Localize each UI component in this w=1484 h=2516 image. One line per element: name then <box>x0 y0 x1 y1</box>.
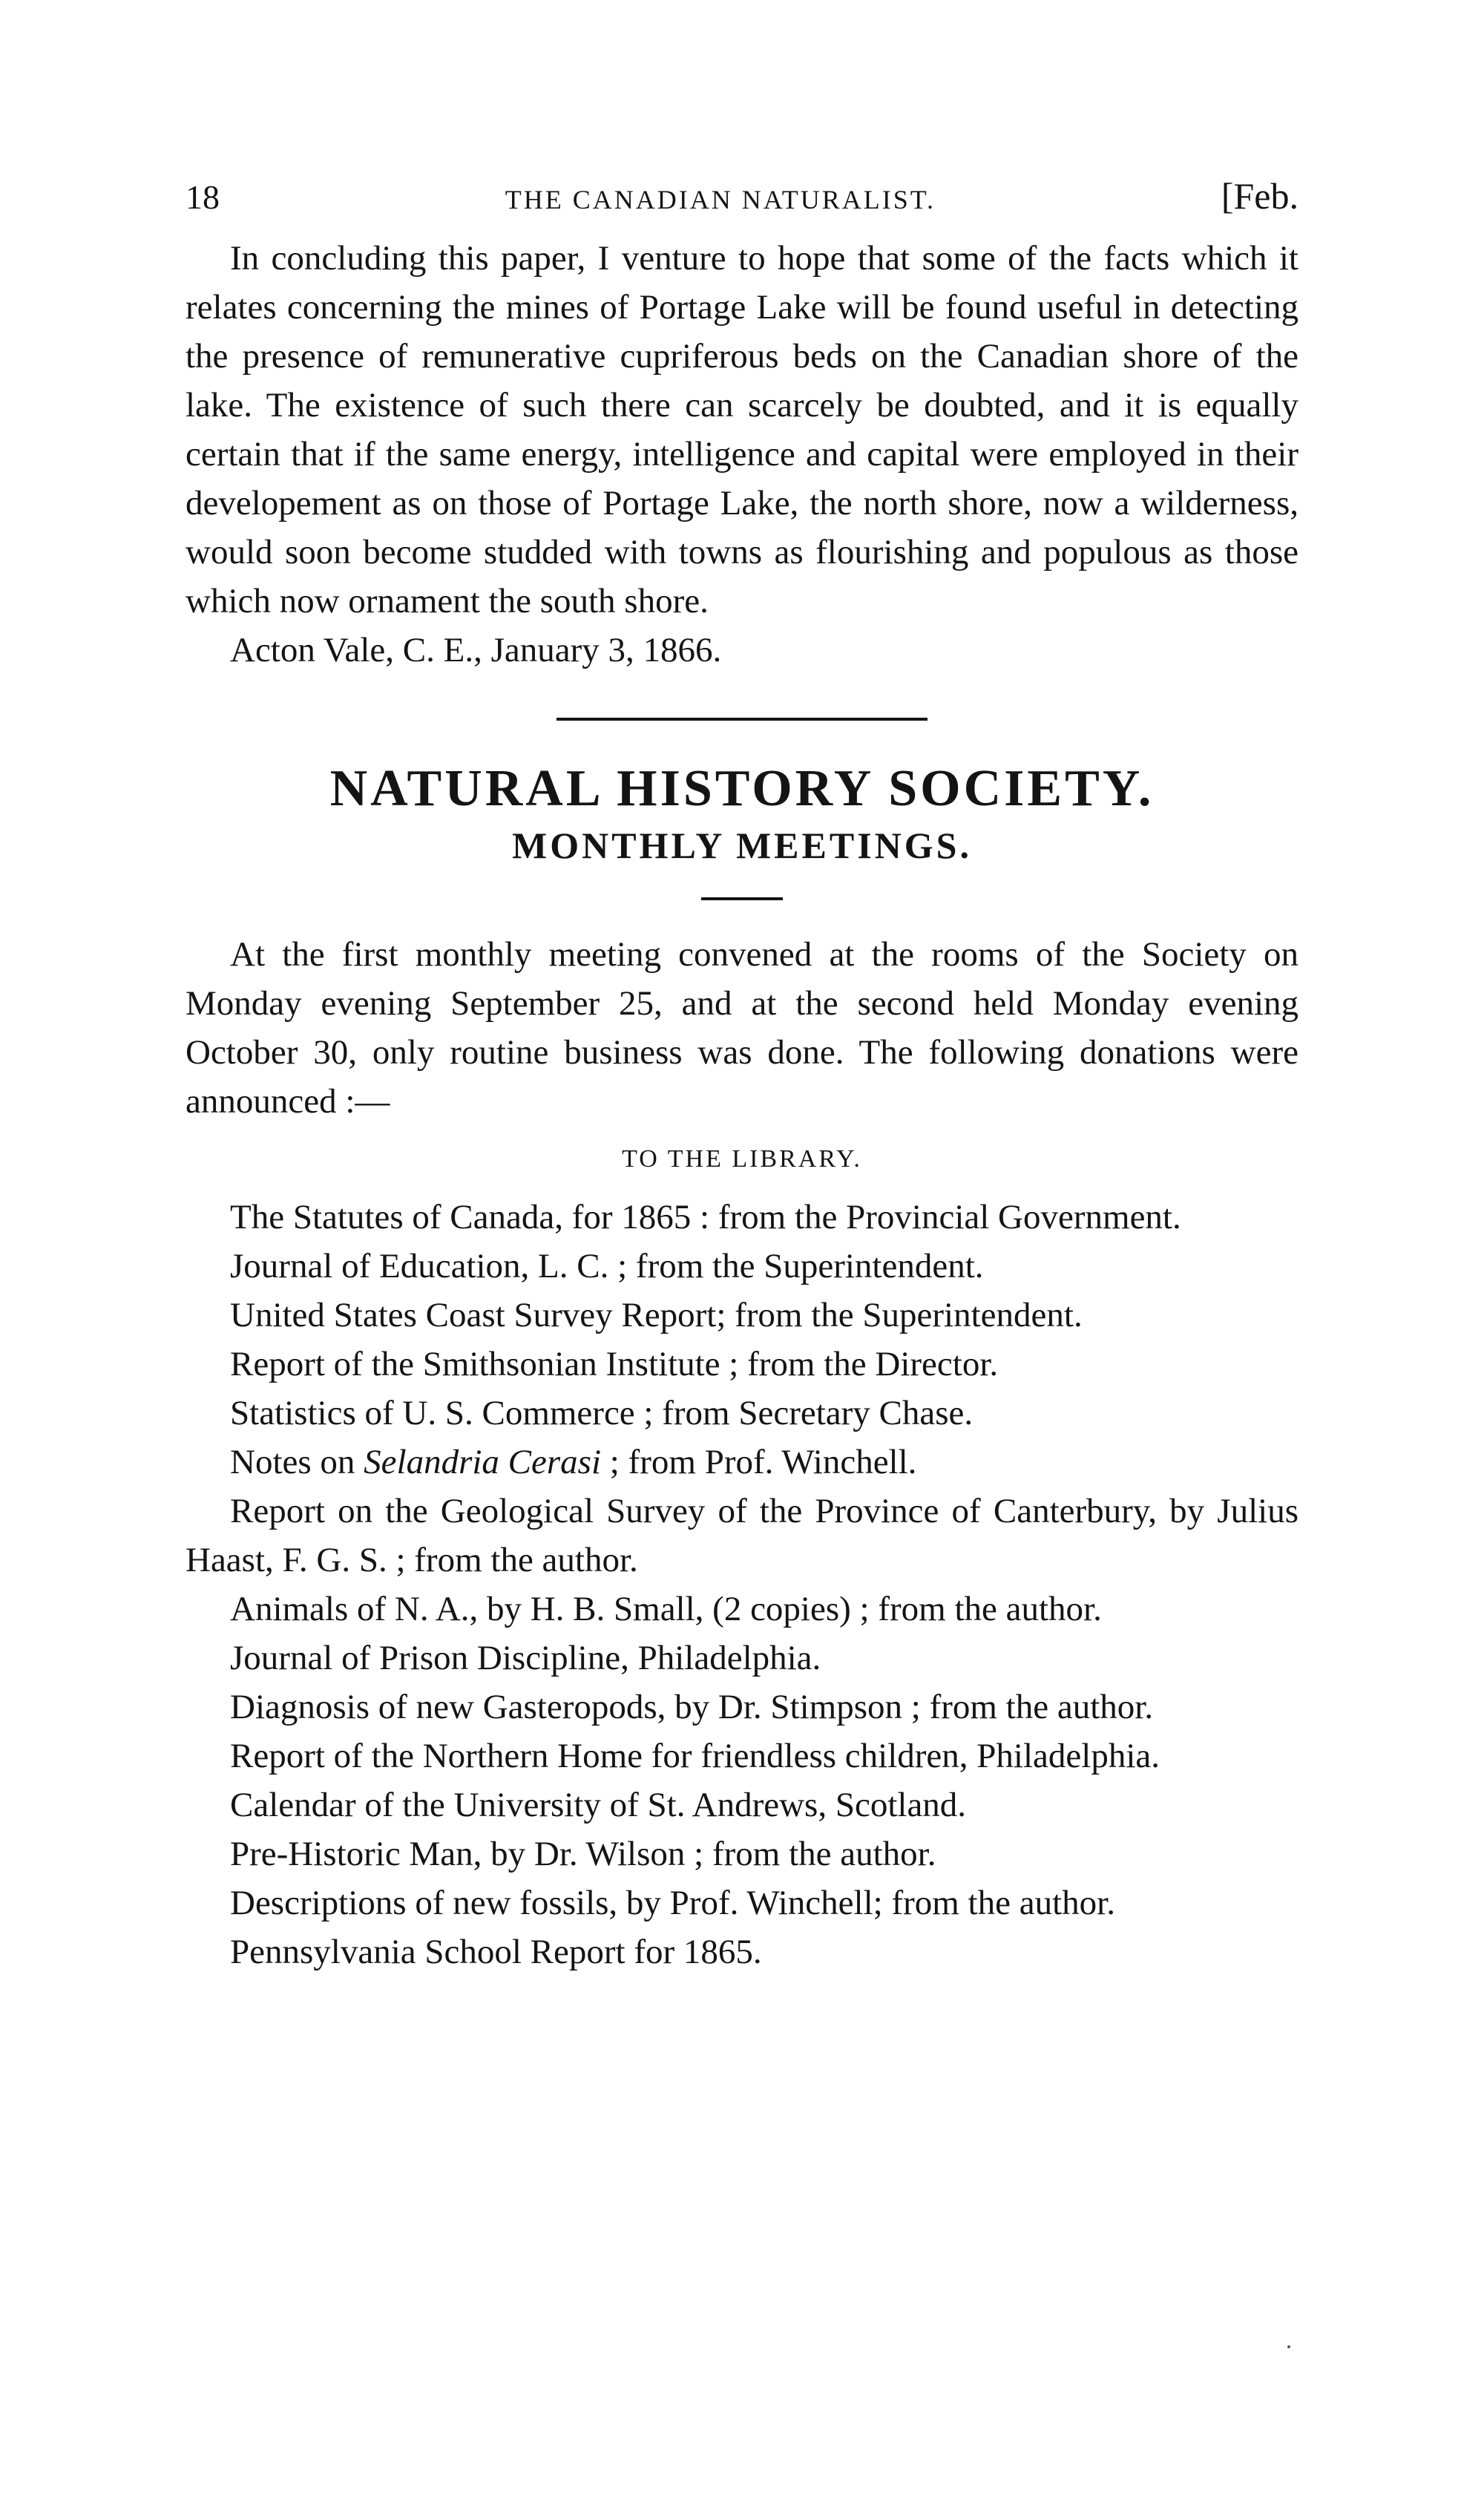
list-item: Journal of Prison Discipline, Philadelphia. <box>230 1639 821 1677</box>
meetings-subtitle: MONTHLY MEETINGS. <box>512 825 972 866</box>
species-name: Selandria Cerasi <box>364 1443 602 1481</box>
journal-title: THE CANADIAN NATURALIST. <box>505 185 936 214</box>
list-item: Diagnosis of new Gasteropods, by Dr. Stimpson ; from the author. <box>230 1688 1154 1726</box>
library-heading: TO THE LIBRARY. <box>622 1145 862 1173</box>
print-speck <box>1287 2345 1290 2348</box>
article-dateline: Acton Vale, C. E., January 3, 1866. <box>230 631 722 669</box>
item-suffix: ; from Prof. Winchell. <box>601 1443 917 1481</box>
list-item: Calendar of the University of St. Andrews, Scotland. <box>230 1786 967 1824</box>
list-item: Report of the Smithsonian Institute ; from the Director. <box>230 1345 999 1383</box>
list-item: Statistics of U. S. Commerce ; from Secretary Chase. <box>230 1394 974 1432</box>
library-donations-list <box>186 1193 1298 1976</box>
list-item <box>186 1438 1298 1487</box>
list-item: Animals of N. A., by H. B. Small, (2 copies) ; from the author. <box>230 1590 1102 1628</box>
short-divider <box>701 897 783 900</box>
running-head <box>186 174 1298 234</box>
item-prefix: Notes on <box>230 1443 364 1481</box>
section-divider <box>556 718 928 721</box>
society-title: NATURAL HISTORY SOCIETY. <box>329 760 1155 817</box>
meeting-intro-paragraph: At the first monthly meeting convened at the rooms of the Society on Monday evening September 25, and at the second held Monday evening October 30, only routine business was done. The following donations were announced :— <box>186 935 1298 1121</box>
list-item: Report on the Geological Survey of the Province of Canterbury, by Julius Haast, F. G. S. ; from the author. <box>186 1492 1298 1579</box>
list-item: United States Coast Survey Report; from the Superintendent. <box>230 1296 1083 1334</box>
issue-month: [Feb. <box>1221 175 1298 217</box>
book-page <box>186 174 1298 1976</box>
list-item: Descriptions of new fossils, by Prof. Winchell; from the author. <box>230 1884 1115 1922</box>
list-item: Pre-Historic Man, by Dr. Wilson ; from the author. <box>230 1835 936 1873</box>
list-item: Journal of Education, L. C. ; from the Superintendent. <box>230 1247 984 1285</box>
list-item: Report of the Northern Home for friendless children, Philadelphia. <box>230 1737 1160 1775</box>
page-number: 18 <box>186 178 220 216</box>
list-item: The Statutes of Canada, for 1865 : from the Provincial Government. <box>230 1198 1181 1236</box>
list-item: Pennsylvania School Report for 1865. <box>230 1933 762 1971</box>
concluding-paragraph: In concluding this paper, I venture to hope that some of the facts which it relates concerning the mines of Portage Lake will be found useful in detecting the presence of remunerative cupriferous beds on the Canadian shore of the lake. The existence of such there can scarcely be doubted, and it is equally certain that if the same energy, intelligence and capital were employed in their developement as on those of Portage Lake, the north shore, now a wilderness, would soon become studded with towns as flourishing and populous as those which now ornament the south shore. <box>186 239 1298 620</box>
